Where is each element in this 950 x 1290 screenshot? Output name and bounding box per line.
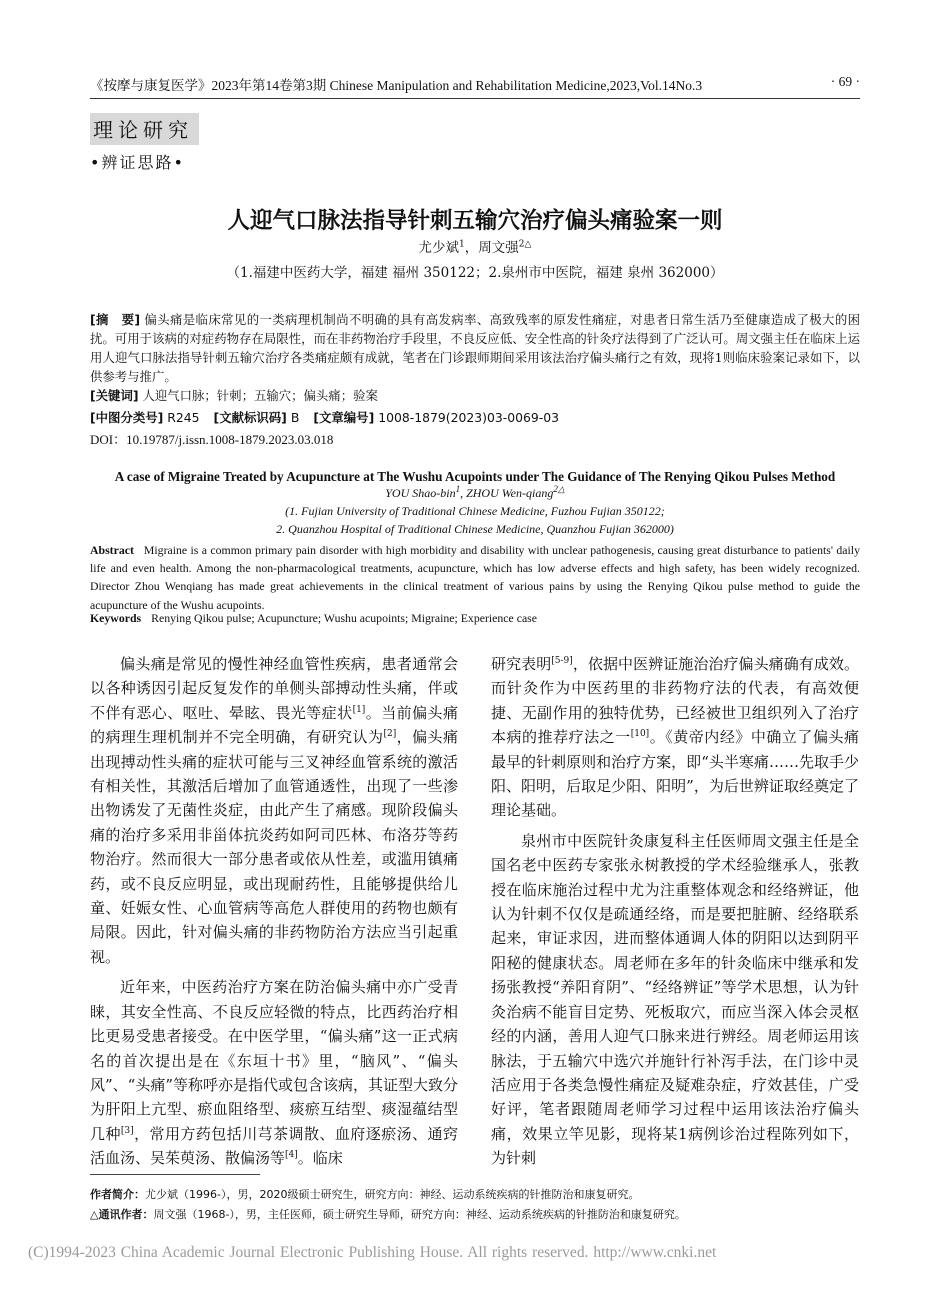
body-text: 。《黄帝内经》中确立了偏头痛最早的针刺原则和治疗方案，即“头半寒痛……先取手少阳、阳明，后取足少阳、阳明”，为后世辨证取经奠定了理论基础。	[491, 728, 859, 820]
copyright-watermark: (C)1994-2023 China Academic Journal Electronic Publishing House. All rights reserved. http://www.cnki.net	[28, 1244, 717, 1261]
article-title: 人迎气口脉法指导针刺五输穴治疗偏头痛验案一则	[227, 208, 723, 234]
body-text: 。临床	[297, 1149, 343, 1168]
body-text: 研究表明	[491, 655, 552, 673]
author-line	[90, 236, 860, 256]
classification-line	[90, 408, 559, 426]
citation-ref: [5-9]	[551, 656, 573, 666]
doi: DOI：10.19787/j.issn.1008-1879.2023.03.018	[90, 432, 334, 447]
body-paragraph	[491, 829, 859, 1171]
english-author-2: ZHOU Wen-qiang	[466, 486, 554, 500]
author-separator: ，	[464, 240, 479, 256]
body-column-left	[90, 652, 458, 1171]
keywords-cn	[90, 386, 860, 405]
running-header	[90, 74, 860, 94]
body-text: 近年来，中医药治疗方案在防治偏头痛中亦广受青睐，其安全性高、不良反应轻微的特点，比西药治疗相比更易受患者接受。在中医学里，“偏头痛”这一正式病名的首次提出是在《东垣十书》里，“脑风”、“偏头风”、“头痛”等称呼亦是指代或包含该病，其证型大致分为肝阳上亢型、瘀血阻络型、痰瘀互结型、痰湿蕴结型几种	[90, 978, 459, 1143]
english-keywords	[90, 611, 860, 626]
english-abstract-label: Abstract	[90, 543, 134, 557]
footnote-author-label: 作者简介：	[90, 1188, 145, 1201]
footnote-corresponding-label: △通讯作者：	[90, 1208, 154, 1221]
english-author-1-mark: 1	[455, 484, 461, 494]
affiliations: （1.福建中医药大学，福建 福州 350122；2.泉州市中医院，福建 泉州 362000）	[226, 265, 724, 281]
keywords-cn-label: [关键词]	[90, 388, 139, 403]
body-paragraph	[90, 975, 458, 1170]
doc-code-label: [文献标识码]	[213, 410, 287, 425]
author-2: 周文强	[478, 240, 519, 256]
abstract-cn-label: [摘 要]	[90, 312, 141, 327]
article-number-label: [文章编号]	[313, 410, 375, 425]
body-paragraph	[491, 652, 859, 823]
author-2-mark: 2△	[518, 239, 532, 250]
body-column-right	[491, 652, 859, 1171]
clc-label: [中图分类号]	[90, 410, 164, 425]
abstract-cn-text: 偏头痛是临床常见的一类病理机制尚不明确的具有高发病率、高致残率的原发性痛症，对患者日常生活乃至健康造成了极大的困扰。可用于该病的对症药物存在局限性，而在非药物治疗手段里，不良反应低、安全性高的针灸疗法得到了广泛认可。周文强主任在临床上运用人迎气口脉法指导针刺五输穴治疗各类痛症颇有成就，笔者在门诊跟师期间采用该法治疗偏头痛行之有效，现将1则临床验案记录如下，以供参考与推广。	[90, 312, 860, 384]
abstract-cn	[90, 310, 860, 386]
english-keywords-label: Keywords	[90, 611, 142, 625]
body-text: 偏头痛是常见的慢性神经血管性疾病，患者通常会以各种诱因引起反复发作的单侧头部搏动性头痛，伴或不伴有恶心、呕吐、晕眩、畏光等症状	[90, 655, 458, 722]
citation-ref: [3]	[120, 1125, 134, 1136]
footnote-author-text: 尤少斌（1996-），男，2020级硕士研究生，研究方向：神经、运动系统疾病的针推防治和康复研究。	[145, 1188, 640, 1201]
body-text: ，偏头痛出现搏动性头痛的症状可能与三叉神经血管系统的激活有相关性，其激活后增加了血管通透性，出现了一些渗出物诱发了无菌性炎症，由此产生了痛感。现阶段偏头痛的治疗多采用非甾体抗炎药如阿司匹林、布洛芬等药物治疗。然而很大一部分患者或依从性差，或滥用镇痛药，或不良反应明显，或出现耐药性，且能够提供给儿童、妊娠女性、心血管病等高危人群使用的药物也颇有局限。因此，针对偏头痛的非药物防治方法应当引起重视。	[90, 728, 458, 966]
author-1: 尤少斌	[418, 240, 460, 256]
citation-ref: [1]	[352, 704, 366, 715]
english-keywords-text: Renying Qikou pulse; Acupuncture; Wushu acupoints; Migraine; Experience case	[151, 611, 538, 625]
section-label: 理论研究	[90, 113, 199, 145]
english-affiliation-2: 2. Quanzhou Hospital of Traditional Chinese Medicine, Quanzhou Fujian 362000)	[276, 522, 674, 536]
citation-ref: [4]	[285, 1150, 298, 1161]
footnote-corresponding	[90, 1206, 686, 1222]
body-text: ，依据中医辨证施治治疗偏头痛确有成效。而针灸作为中医药里的非药物疗法的代表，有高效便捷、无副作用的独特优势，已经被世卫组织列入了治疗本病的推荐疗法之一	[491, 655, 859, 747]
citation-ref: [2]	[383, 729, 397, 740]
english-author-separator: ,	[460, 486, 467, 500]
column-label: •辨证思路•	[90, 153, 185, 172]
body-text: ，常用方药包括川芎茶调散、血府逐瘀汤、通窍活血汤、吴茱萸汤、散偏汤等	[90, 1124, 458, 1168]
footnote-author-bio	[90, 1186, 639, 1202]
body-text: 。当前偏头痛的病理生理机制并不完全明确，有研究认为	[90, 703, 458, 747]
citation-ref: [10]	[630, 729, 650, 740]
journal-citation: 《按摩与康复医学》2023年第14卷第3期 Chinese Manipulation and Rehabilitation Medicine,2023,Vol.14No.3	[90, 78, 703, 93]
clc-value: R245	[167, 410, 200, 425]
author-1-mark: 1	[459, 239, 465, 250]
doc-code-value: B	[290, 410, 300, 425]
page-number: · 69 ·	[830, 74, 860, 89]
article-number-value: 1008-1879(2023)03-0069-03	[378, 410, 559, 425]
header-divider	[90, 98, 860, 99]
english-abstract	[90, 541, 860, 614]
english-affiliation-1: (1. Fujian University of Traditional Chinese Medicine, Fuzhou Fujian 350122;	[285, 504, 665, 518]
footnote-corresponding-text: 周文强（1968-），男，主任医师，硕士研究生导师，研究方向：神经、运动系统疾病的针推防治和康复研究。	[153, 1208, 686, 1221]
english-abstract-text: Migraine is a common primary pain disorder with high morbidity and disability with unclear pathogenesis, causing great disturbance to patients' daily life and even health. Among the non-pharmacological treatments, acupuncture, which has low adverse effects and high safety, has been widely recognized. Director Zhou Wenqiang has made great achievements in the clinical treatment of various pains by using the Renying Qikou pulse method to guide the acupuncture of the Wushu acupoints.	[90, 543, 860, 612]
english-title: A case of Migraine Treated by Acupuncture at The Wushu Acupoints under The Guidance of The Renying Qikou Pulses Method	[114, 469, 836, 484]
english-author-1: YOU Shao-bin	[385, 486, 456, 500]
keywords-cn-text: 人迎气口脉；针刺；五输穴；偏头痛；验案	[142, 388, 378, 403]
english-author-2-mark: 2△	[553, 484, 565, 494]
english-authors	[90, 486, 860, 501]
footnote-divider	[90, 1174, 260, 1175]
body-text: 泉州市中医院针灸康复科主任医师周文强主任是全国名老中医药专家张永树教授的学术经验继承人，张教授在临床施治过程中尤为注重整体观念和经络辨证，他认为针刺不仅仅是疏通经络，而是要把脏腑、经络联系起来，审证求因，进而整体通调人体的阴阳以达到阴平阳秘的健康状态。周老师在多年的针灸临床中继承和发扬张教授“养阳育阴”、“经络辨证”等学术思想，认为针灸治病不能盲目定势、死板取穴，而应当深入体会灵枢经的内涵，善用人迎气口脉来进行辨经。周老师运用该脉法，于五输穴中选穴并施针行补泻手法，在门诊中灵活应用于各类急慢性痛症及疑难杂症，疗效甚佳，广受好评，笔者跟随周老师学习过程中运用该法治疗偏头痛，效果立竿见影，现将某1病例诊治过程陈列如下，为针刺	[491, 831, 859, 1168]
body-paragraph	[90, 652, 458, 969]
